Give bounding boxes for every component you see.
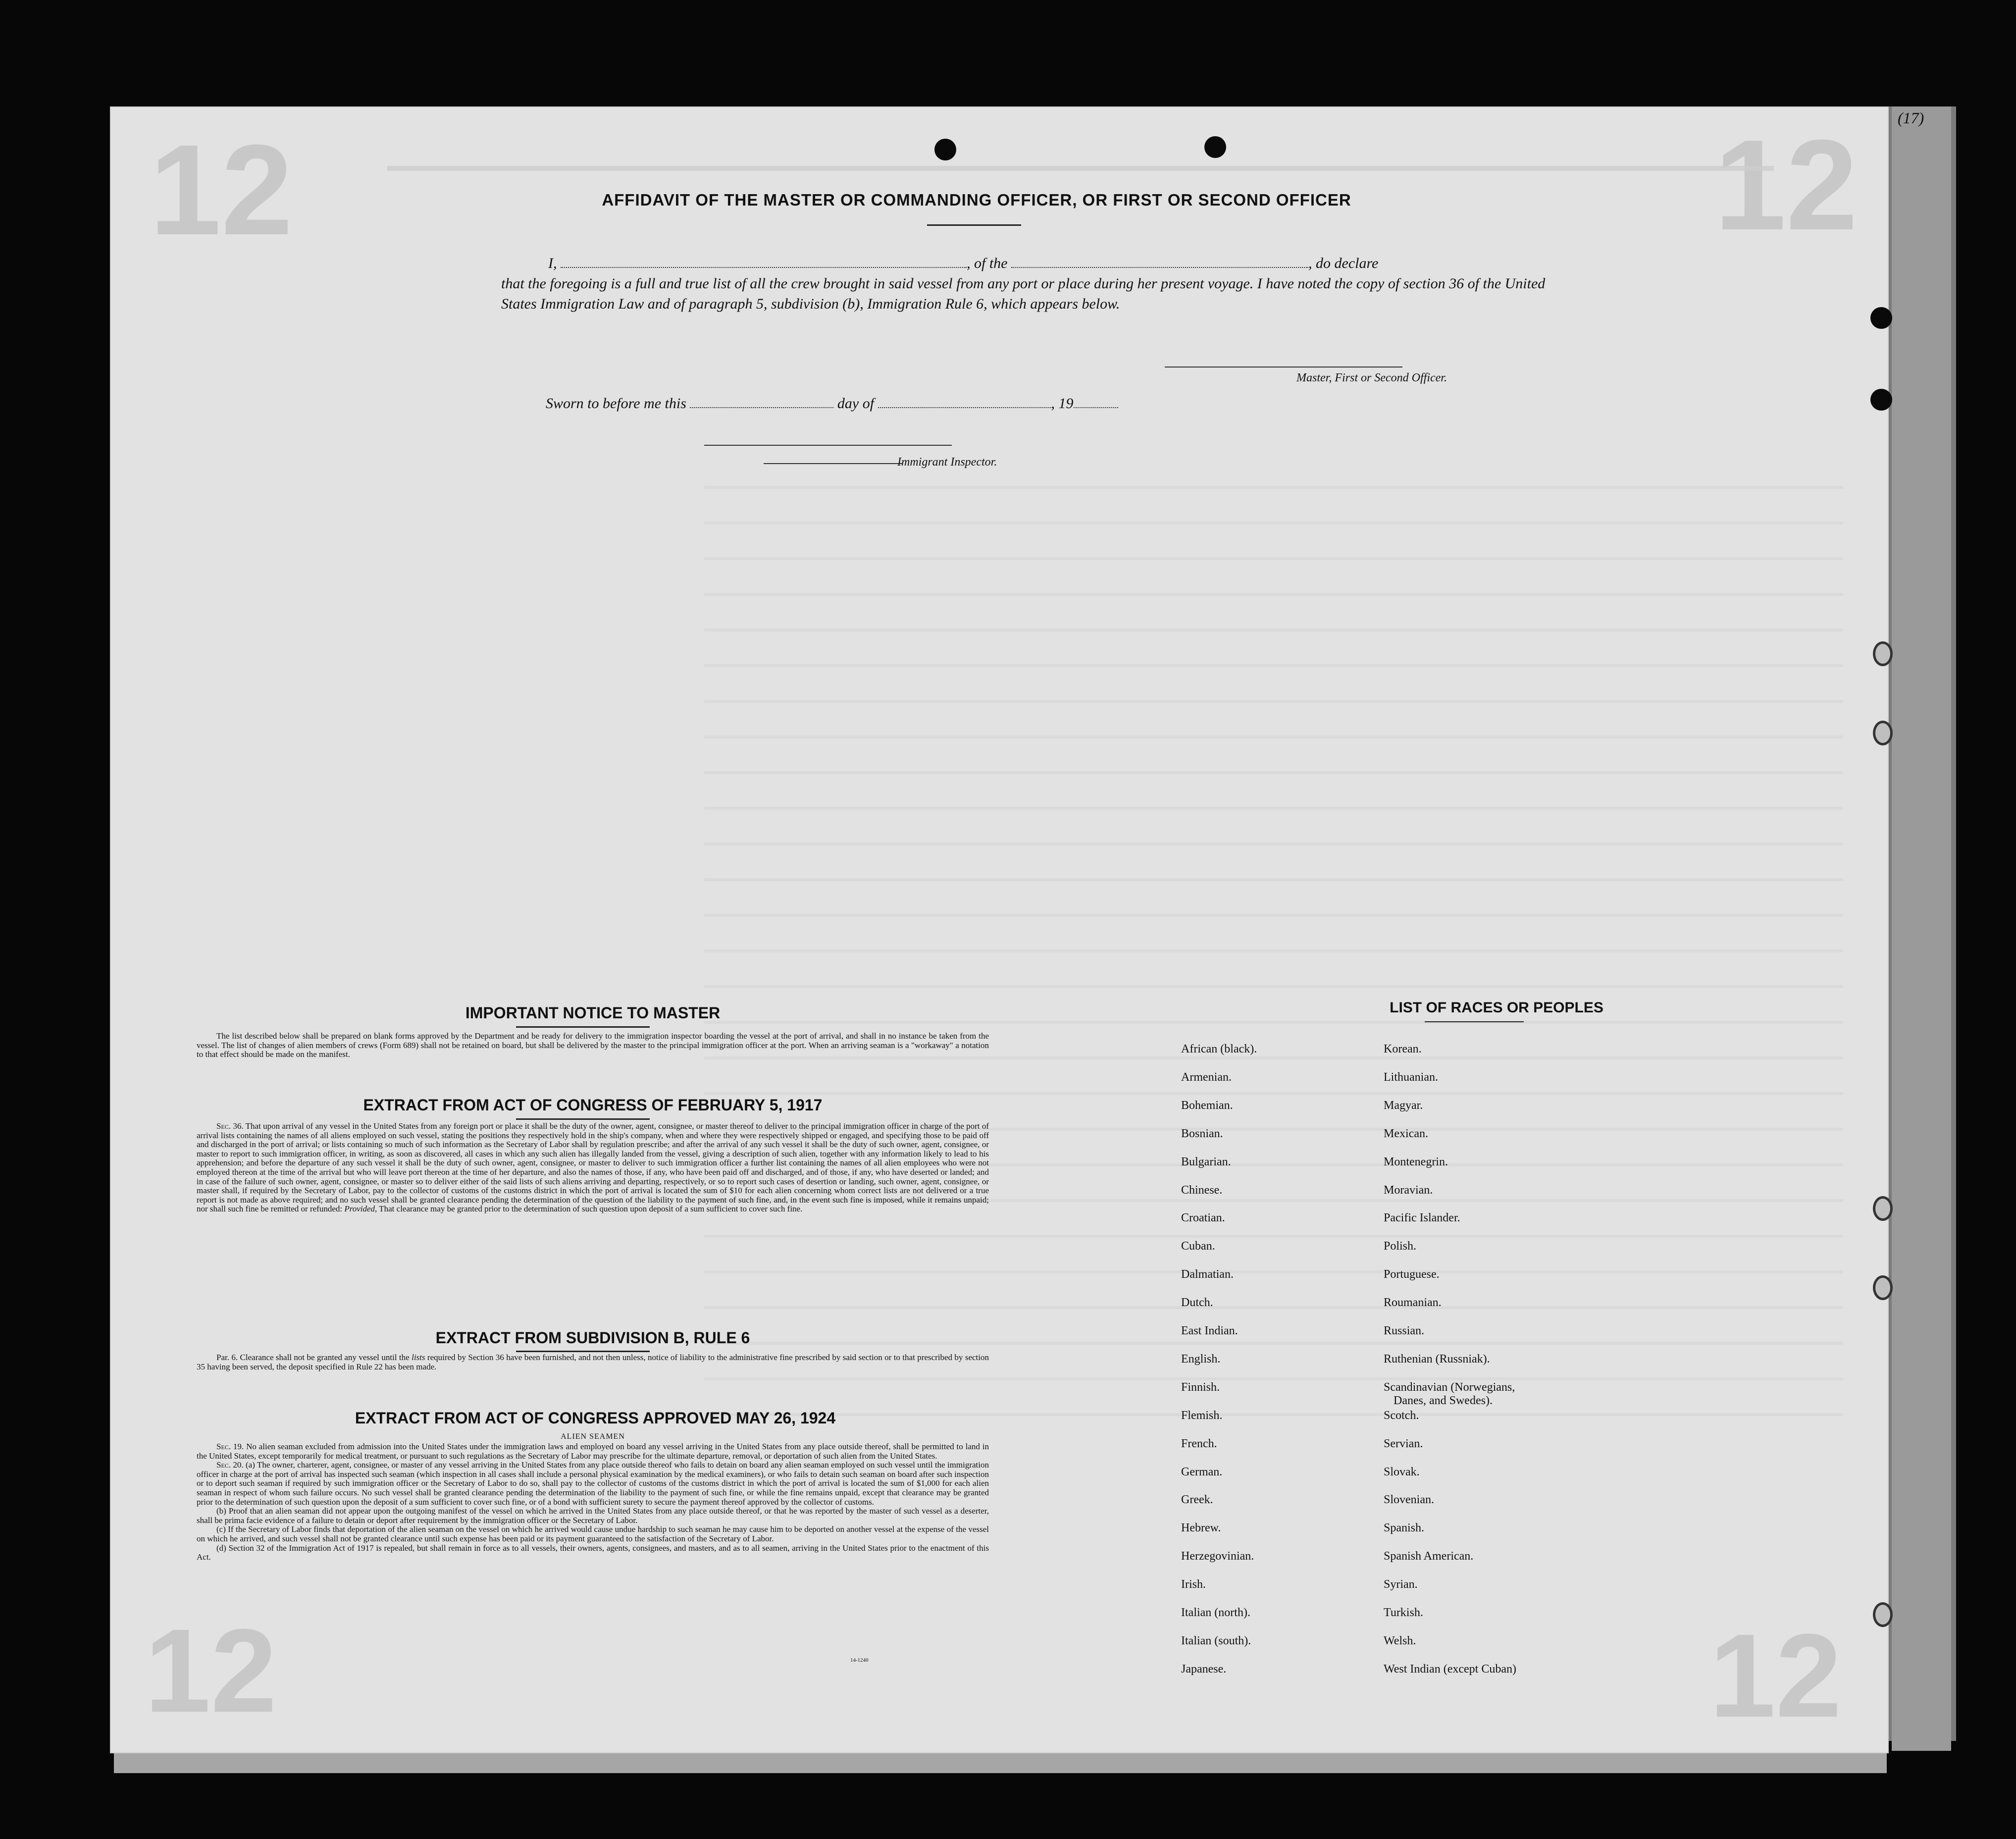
race-item: Servian. <box>1384 1437 1423 1450</box>
race-item: Cuban. <box>1181 1240 1215 1253</box>
race-item: Montenegrin. <box>1384 1155 1448 1168</box>
sheet-number-bleedthrough: 12 <box>1709 1609 1842 1742</box>
alien-seamen-subtitle: ALIEN SEAMEN <box>561 1432 625 1441</box>
sec19-text: No alien seaman excluded from admission into the United States under the immigration laws and employed on board any vessel arriving in the United States from any place outside thereof, shall be permitted to land in the United States, except temporarily for medical treatment, or pursuant to such regulations as the Secretary of Labor may prescribe for the ultimate departure, removal, or deportation of such alien from the United States. <box>197 1442 989 1461</box>
race-item: Dalmatian. <box>1181 1268 1234 1281</box>
race-item: Armenian. <box>1181 1070 1232 1084</box>
punch-hole <box>1870 389 1892 411</box>
sec20-paragraph <box>197 1461 989 1507</box>
sworn-line <box>546 395 1189 412</box>
title-rule <box>1425 1021 1524 1022</box>
punch-hole <box>1870 307 1892 329</box>
race-item: Korean. <box>1384 1043 1422 1055</box>
race-item: Scotch. <box>1384 1409 1419 1422</box>
underlying-page-edge <box>1892 106 1951 1751</box>
punch-hole <box>1204 136 1226 158</box>
inspector-signature-line[interactable] <box>704 445 952 446</box>
race-item: West Indian (except Cuban) <box>1384 1662 1516 1676</box>
race-item: Finnish. <box>1181 1380 1220 1394</box>
race-item: Turkish. <box>1384 1606 1423 1619</box>
race-item: African (black). <box>1181 1043 1257 1055</box>
race-item: Chinese. <box>1181 1183 1223 1197</box>
race-item: Mexican. <box>1384 1127 1428 1140</box>
inspector-label: Immigrant Inspector. <box>897 456 997 469</box>
race-item: English. <box>1181 1352 1221 1366</box>
master-signature-line[interactable] <box>1165 367 1402 368</box>
notice-text: The list described below shall be prepared on blank forms approved by the Department and be ready for delivery to the immigration inspector boarding the vessel at the port of arrival, and shall in no instance be taken from the vessel. The list of changes of alien members of crews (Form 689) shall not be retained on board, but shall be delivered by the master to the principal immigration officer at the port. When an arriving seaman is a "workaway" a notation to that effect should be made on the manifest. <box>197 1031 989 1059</box>
race-item: Russian. <box>1384 1324 1425 1337</box>
day-of-label: day of <box>837 395 875 412</box>
race-item: Dutch. <box>1181 1296 1213 1310</box>
section-text-end: That clearance may be granted prior to the determination of such question upon deposit of a sum sufficient to cover such fine. <box>379 1204 803 1214</box>
inspector-label-line <box>764 463 902 464</box>
races-title: LIST OF RACES OR PEOPLES <box>1390 999 1603 1016</box>
sec20d-paragraph: (d) Section 32 of the Immigration Act of 1917 is repealed, but shall remain in force as to all vessels, their owners, agents, consignees, and masters, and as to all seamen, arriving in the United States prior to the enactment of this Act. <box>197 1543 989 1562</box>
race-item: Greek. <box>1181 1493 1213 1507</box>
race-item: Lithuanian. <box>1384 1070 1438 1084</box>
section-text: That upon arrival of any vessel in the United States from any foreign port or place it shall be the duty of the owner, agent, consignee, or master thereof to deliver to the principal immigration officer in charge of the port of arrival lists containing the names of all aliens employed on such vessel, stating the positions they respectively hold in the ship's company, when and where they were respectively shipped or engaged, and specifying those to be paid off and discharged in the port of arrival; or lists containing so much of such information as the Secretary of Labor shall by regulation prescribe; and after the arrival of any such vessel it shall be the duty of such owner, agent, consignee, or master to report to such immigration officer, in writing, as soon as discovered, all cases in which any such alien has illegally landed from the vessel, giving a description of such alien, together with any information likely to lead to his apprehension; and before the departure of any such vessel it shall be the duty of such owner, agent, consignee, or master to deliver to such immigration officer a further list containing the names of all alien employees who were not employed thereon at the time of the arrival but who will leave port thereon at the time of her departure, and also the names of those, if any, who have been paid off and discharged, and of those, if any, who have deserted or landed; and in case of the failure of such owner, agent, consignee, or master so to deliver either of the said lists of such aliens arriving and departing, respectively, or so to report such cases of desertion or landing, such owner, agent, consignee, or master shall, if required by the Secretary of Labor, pay to the collector of customs of the customs district in which the port of arrival is located the sum of $10 for each alien concerning whom correct lists are not delivered or a true report is not made as above required; and no such vessel shall be granted clearance pending the determination of the question of the liability to the payment of such fine, and, in the event such fine is imposed, while it remains unpaid; nor shall such fine be remitted or refunded: <box>197 1121 989 1214</box>
title-rule <box>516 1351 650 1352</box>
race-item: Scandinavian (Norwegians, <box>1384 1380 1515 1394</box>
race-item: Irish. <box>1181 1578 1206 1591</box>
sec20-text: (a) The owner, charterer, agent, consignee, or master of any vessel arriving in the United States from any place outside thereof who fails to detain on board any alien seaman employed on such vessel until the immigration officer in charge at the port of arrival has inspected such seaman (which inspection in all cases shall include a personal physical examination by the medical examiners), or who fails to detain such seaman on board after such inspection or to deport such seaman if required by such immigration officer or the Secretary of Labor to do so, shall pay to the collector of customs of the customs district in which the port of arrival is located the sum of $1,000 for each alien seaman in respect of whom such failure occurs. No such vessel shall be granted clearance pending the determination of the liability to the payment of such fine, or while the fine remains unpaid, except that clearance may be granted prior to the determination of such question upon the deposit of a sum sufficient to cover such fine, or of a bond with sufficient surety to secure the payment thereof approved by the collector of customs. <box>197 1460 989 1507</box>
affidavit-title: AFFIDAVIT OF THE MASTER OR COMMANDING OFFICER, OR FIRST OR SECOND OFFICER <box>602 191 1351 209</box>
vessel-name-field[interactable] <box>1011 255 1308 268</box>
race-item: Bohemian. <box>1181 1099 1233 1112</box>
race-item: Welsh. <box>1384 1634 1416 1647</box>
race-item: Syrian. <box>1384 1578 1418 1591</box>
rule6-text-end: required by Section 36 have been furnished, and not then unless, notice of liability to the administrative fine prescribed by said section or to that prescribed by section 35 having been served, the deposit specified in Rule 22 has been made. <box>197 1353 989 1371</box>
race-item: Slovak. <box>1384 1465 1420 1478</box>
race-item: Moravian. <box>1384 1183 1433 1197</box>
binder-hole <box>1873 641 1893 666</box>
sec20b-paragraph: (b) Proof that an alien seaman did not appear upon the outgoing manifest of the vessel on which he arrived in the United States from any place outside thereof, or that he was reported by the master of such vessel as a deserter, shall be prima facie evidence of a failure to detain or deport after requirement by the immigration officer or the Secretary of Labor. <box>197 1506 989 1525</box>
race-item: French. <box>1181 1437 1217 1450</box>
section-label: Sec. 36. <box>216 1121 244 1131</box>
master-signature-label: Master, First or Second Officer. <box>1296 371 1447 384</box>
notice-title: IMPORTANT NOTICE TO MASTER <box>465 1004 721 1022</box>
race-item: Slovenian. <box>1384 1493 1434 1507</box>
binder-hole <box>1873 1275 1893 1300</box>
title-rule <box>516 1118 650 1120</box>
race-item: Roumanian. <box>1384 1296 1442 1310</box>
corner-note: (17) <box>1898 109 1924 127</box>
punch-hole <box>934 139 956 160</box>
race-item: Italian (north). <box>1181 1606 1250 1619</box>
sworn-year-field[interactable] <box>1074 395 1118 408</box>
rule6-text-start: Par. 6. Clearance shall not be granted any vessel until the <box>216 1353 410 1362</box>
manifest-page <box>110 106 1924 1753</box>
year-label: , 19 <box>1051 395 1074 412</box>
title-rule <box>516 1026 650 1028</box>
binder-hole <box>1873 721 1893 745</box>
race-item: Pacific Islander. <box>1384 1211 1460 1225</box>
sworn-month-field[interactable] <box>878 395 1051 408</box>
extract-1924-text <box>197 1442 989 1562</box>
extract-rule6-text <box>197 1353 989 1371</box>
sworn-day-field[interactable] <box>690 395 833 408</box>
sheet-number-bleedthrough: 12 <box>1714 113 1858 257</box>
race-item: Japanese. <box>1181 1662 1227 1676</box>
race-item: Danes, and Swedes). <box>1394 1394 1493 1407</box>
race-item: Bulgarian. <box>1181 1155 1231 1168</box>
race-item: Portuguese. <box>1384 1268 1440 1281</box>
sec20-label: Sec. 20. <box>216 1460 244 1470</box>
affidavit-body: that the foregoing is a full and true list of all the crew brought in said vessel from any port or place during her present voyage. I have noted the copy of section 36 of the United States Immigration Law and of paragraph 5, subdivision (b), Immigration Rule 6, which appears below. <box>501 275 1546 312</box>
race-item: Spanish American. <box>1384 1550 1474 1563</box>
race-item: Herzegovinian. <box>1181 1550 1254 1563</box>
race-item: Flemish. <box>1181 1409 1223 1422</box>
race-item: German. <box>1181 1465 1223 1478</box>
race-item: Croatian. <box>1181 1211 1225 1225</box>
binder-hole <box>1873 1602 1893 1627</box>
provided-word: Provided, <box>344 1204 377 1214</box>
extract-1924-title: EXTRACT FROM ACT OF CONGRESS APPROVED MAY 26, 1924 <box>355 1409 836 1427</box>
race-item: Ruthenian (Russniak). <box>1384 1352 1490 1366</box>
race-item: Hebrew. <box>1181 1522 1221 1535</box>
of-the-label: , of the <box>967 255 1008 271</box>
extract-rule6-title: EXTRACT FROM SUBDIVISION B, RULE 6 <box>435 1329 750 1347</box>
i-label: I, <box>548 255 557 271</box>
sec20c-paragraph: (c) If the Secretary of Labor finds that deportation of the alien seaman on the vessel on which he arrived would cause undue hardship to such seaman he may cause him to be deported on another vessel at the expense of the vessel on which he arrived, and such vessel shall not be granted clearance until such expense has been paid or its payment guaranteed to the satisfaction of the Secretary of Labor. <box>197 1524 989 1543</box>
do-declare-label: , do declare <box>1308 255 1379 271</box>
race-item: Polish. <box>1384 1240 1417 1253</box>
sworn-label: Sworn to before me this <box>546 395 686 412</box>
master-name-field[interactable] <box>561 255 967 268</box>
sec19-label: Sec. 19. <box>216 1442 244 1451</box>
binder-hole <box>1873 1196 1893 1221</box>
sec19-paragraph <box>197 1442 989 1461</box>
sheet-number-bleedthrough: 12 <box>145 1604 277 1737</box>
form-number: 14-1240 <box>850 1657 869 1663</box>
bleedthrough-crew-rows <box>704 453 1843 1444</box>
sheet-number-bleedthrough: 12 <box>150 118 293 262</box>
lists-word: lists <box>412 1353 425 1362</box>
extract-1917-title: EXTRACT FROM ACT OF CONGRESS OF FEBRUARY 5, 1917 <box>363 1096 823 1114</box>
race-item: Magyar. <box>1384 1099 1423 1112</box>
affidavit-declaration-line <box>548 255 1553 272</box>
race-item: Bosnian. <box>1181 1127 1223 1140</box>
race-item: Italian (south). <box>1181 1634 1251 1647</box>
race-item: Spanish. <box>1384 1522 1425 1535</box>
extract-1917-text <box>197 1122 989 1214</box>
race-item: East Indian. <box>1181 1324 1238 1337</box>
title-rule <box>927 224 1021 226</box>
